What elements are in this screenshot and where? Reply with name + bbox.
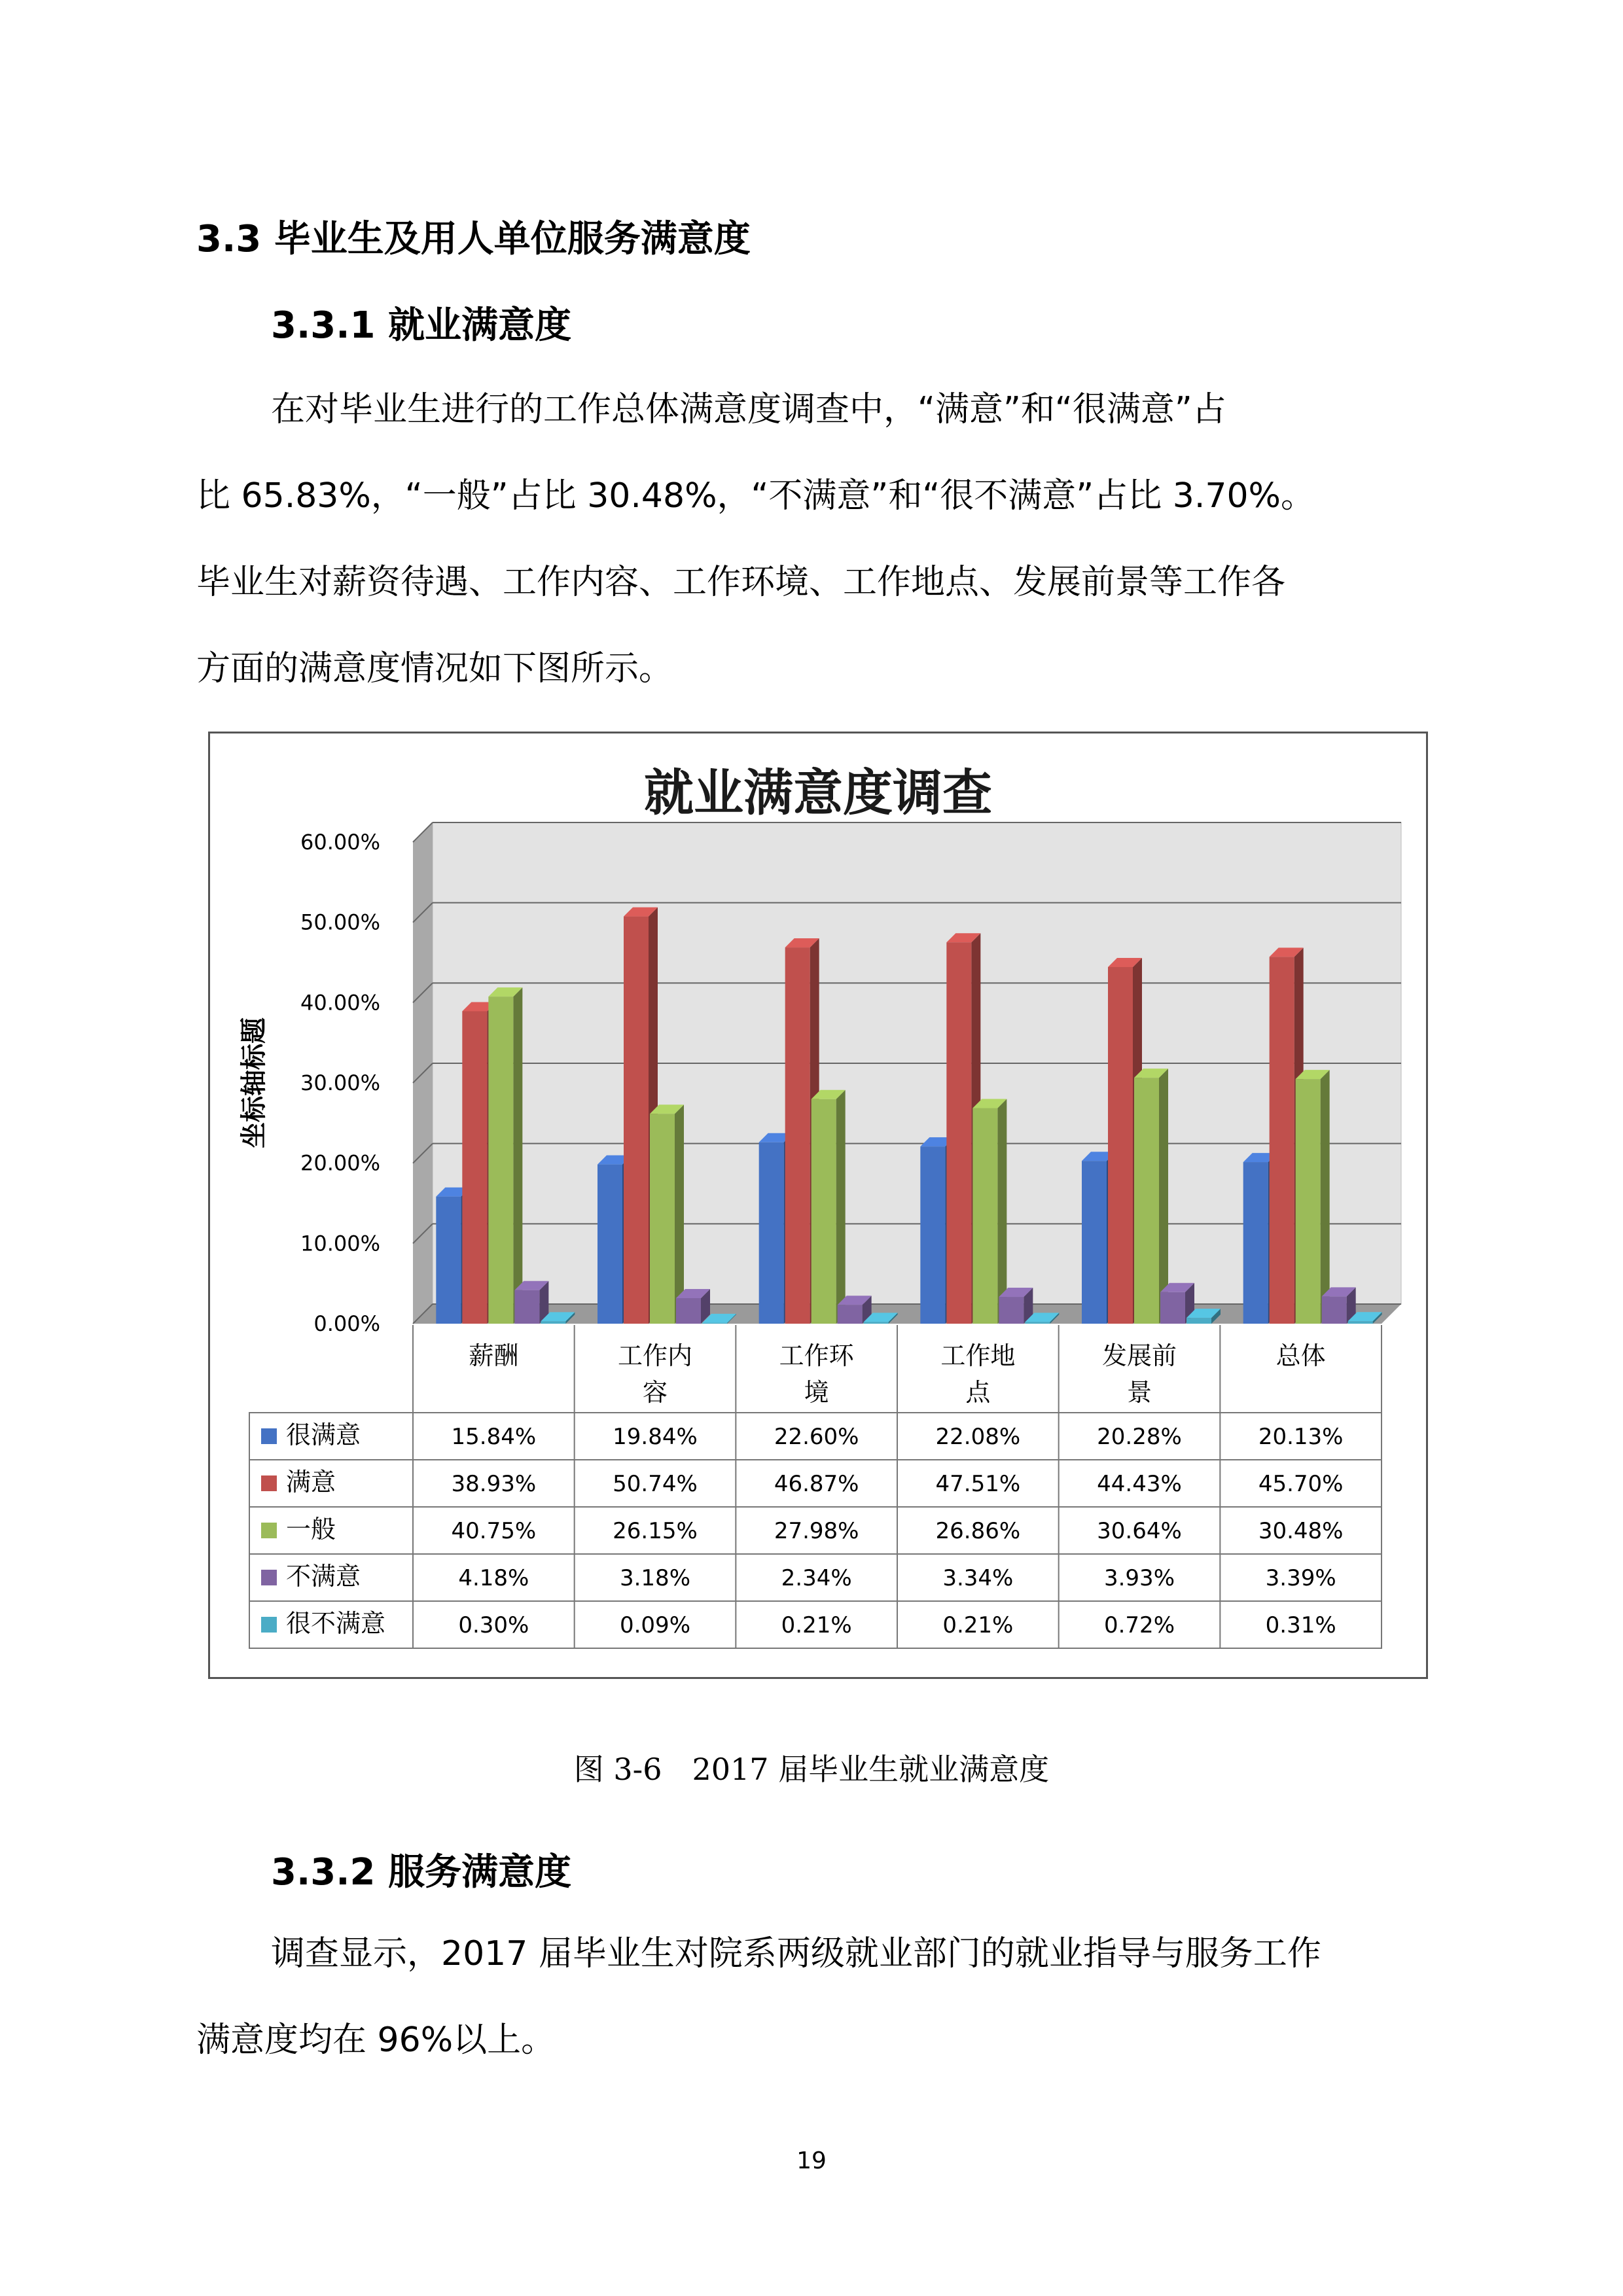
bar-不满意-1 — [676, 1289, 710, 1324]
legend-swatch — [261, 1428, 277, 1444]
bar-front — [624, 917, 649, 1324]
subsection-heading-employment: 3.3.1 就业满意度 — [271, 304, 571, 347]
data-label: 0.31% — [1265, 1612, 1336, 1638]
bar-front — [999, 1297, 1024, 1324]
bar-front — [462, 1011, 487, 1324]
x-category-label: 总体 — [1275, 1341, 1326, 1370]
data-label: 3.18% — [619, 1565, 691, 1591]
data-label: 20.28% — [1097, 1424, 1182, 1450]
data-label: 0.30% — [458, 1612, 529, 1638]
data-label: 44.43% — [1097, 1471, 1182, 1497]
bar-front — [541, 1321, 565, 1324]
data-label: 19.84% — [613, 1424, 698, 1450]
data-label: 4.18% — [458, 1565, 529, 1591]
bar-一般-0 — [488, 987, 522, 1324]
x-category-label: 境 — [804, 1378, 829, 1407]
legend-label: 很满意 — [286, 1421, 361, 1449]
bar-front — [1322, 1296, 1347, 1324]
data-label: 27.98% — [774, 1518, 859, 1544]
bar-side — [997, 1099, 1007, 1324]
bar-side — [1321, 1070, 1330, 1324]
bar-一般-5 — [1296, 1070, 1330, 1324]
data-label: 22.60% — [774, 1424, 859, 1450]
data-label: 22.08% — [935, 1424, 1021, 1450]
x-category-label: 景 — [1126, 1378, 1152, 1407]
bar-一般-3 — [972, 1099, 1007, 1324]
bar-chart — [210, 733, 1426, 1677]
bar-front — [702, 1323, 727, 1324]
bar-front — [759, 1142, 784, 1324]
y-tick-label: 10.00% — [300, 1231, 380, 1256]
y-tick-label: 0.00% — [313, 1311, 380, 1336]
y-tick-label: 20.00% — [300, 1150, 380, 1176]
bar-front — [1243, 1162, 1268, 1324]
legend-swatch — [261, 1570, 277, 1585]
data-label: 0.72% — [1103, 1612, 1175, 1638]
data-label: 30.64% — [1097, 1518, 1182, 1544]
bar-一般-4 — [1134, 1069, 1168, 1324]
data-label: 2.34% — [781, 1565, 852, 1591]
legend-swatch — [261, 1617, 277, 1633]
paragraph-line: 比 65.83%，“一般”占比 30.48%，“不满意”和“很不满意”占比 3.70%。 — [196, 476, 1315, 516]
bar-front — [1186, 1318, 1211, 1324]
data-label: 3.93% — [1103, 1565, 1175, 1591]
bar-side — [675, 1104, 684, 1324]
bar-front — [1348, 1321, 1373, 1324]
data-label: 40.75% — [451, 1518, 537, 1544]
bar-front — [1296, 1079, 1321, 1324]
bar-front — [1270, 957, 1294, 1324]
section-heading: 3.3 毕业生及用人单位服务满意度 — [196, 218, 751, 260]
paragraph-line: 调查显示，2017 届毕业生对院系两级就业部门的就业指导与服务工作 — [271, 1934, 1321, 1973]
data-label: 50.74% — [613, 1471, 698, 1497]
x-category-label: 工作地 — [940, 1341, 1016, 1370]
paragraph-line: 满意度均在 96%以上。 — [196, 2021, 556, 2060]
bar-不满意-5 — [1322, 1287, 1356, 1324]
data-label: 26.86% — [935, 1518, 1021, 1544]
bar-front — [676, 1298, 701, 1324]
bar-front — [1134, 1078, 1159, 1324]
legend-label: 满意 — [286, 1468, 336, 1496]
y-tick-label: 40.00% — [300, 990, 380, 1016]
bar-front — [514, 1290, 539, 1324]
bar-front — [864, 1322, 889, 1324]
x-category-label: 点 — [965, 1378, 991, 1407]
bar-side — [836, 1090, 846, 1324]
legend-label: 一般 — [286, 1515, 336, 1544]
bar-front — [436, 1197, 461, 1324]
subsection-heading-service: 3.3.2 服务满意度 — [271, 1851, 571, 1894]
data-label: 0.21% — [781, 1612, 852, 1638]
legend-swatch — [261, 1475, 277, 1491]
data-label: 15.84% — [451, 1424, 537, 1450]
paragraph-line: 在对毕业生进行的工作总体满意度调查中，“满意”和“很满意”占 — [271, 390, 1226, 429]
bar-front — [1108, 967, 1133, 1324]
x-category-label: 发展前 — [1101, 1341, 1177, 1370]
data-label: 30.48% — [1258, 1518, 1344, 1544]
bar-front — [488, 997, 513, 1324]
data-label: 26.15% — [613, 1518, 698, 1544]
bar-front — [597, 1165, 622, 1324]
y-axis-title: 坐标轴标题 — [239, 1017, 269, 1148]
bar-side — [1159, 1069, 1168, 1324]
paragraph-line: 方面的满意度情况如下图所示。 — [196, 649, 673, 688]
y-tick-label: 50.00% — [300, 910, 380, 935]
paragraph-line: 毕业生对薪资待遇、工作内容、工作环境、工作地点、发展前景等工作各 — [196, 563, 1286, 602]
legend-swatch — [261, 1523, 277, 1538]
bar-front — [812, 1099, 836, 1324]
bar-front — [650, 1114, 675, 1324]
bar-不满意-3 — [999, 1288, 1033, 1324]
x-category-label: 工作内 — [617, 1341, 693, 1370]
data-label: 20.13% — [1258, 1424, 1344, 1450]
bar-front — [785, 947, 810, 1324]
legend-label: 很不满意 — [286, 1609, 386, 1638]
x-category-label: 薪酬 — [469, 1341, 519, 1370]
x-category-label: 工作环 — [779, 1341, 854, 1370]
chart-title: 就业满意度调查 — [644, 764, 992, 822]
bar-front — [1082, 1161, 1107, 1324]
bar-front — [838, 1305, 863, 1324]
figure-caption: 图 3-6 2017 届毕业生就业满意度 — [573, 1752, 1050, 1787]
data-label: 3.39% — [1265, 1565, 1336, 1591]
y-tick-label: 30.00% — [300, 1070, 380, 1095]
chart-container — [208, 732, 1428, 1679]
bar-一般-1 — [650, 1104, 684, 1324]
data-label: 38.93% — [451, 1471, 537, 1497]
page-number: 19 — [796, 2147, 827, 2174]
data-label: 47.51% — [935, 1471, 1021, 1497]
data-label: 45.70% — [1258, 1471, 1344, 1497]
bar-front — [920, 1146, 945, 1324]
x-category-label: 容 — [642, 1378, 668, 1407]
bar-side — [513, 987, 522, 1324]
data-label: 3.34% — [942, 1565, 1014, 1591]
bar-front — [972, 1108, 997, 1324]
bar-front — [1160, 1292, 1185, 1324]
bar-一般-2 — [812, 1090, 846, 1324]
y-tick-label: 60.00% — [300, 830, 380, 855]
bar-不满意-0 — [514, 1281, 548, 1324]
legend-label: 不满意 — [286, 1562, 361, 1591]
data-label: 0.21% — [942, 1612, 1014, 1638]
data-label: 46.87% — [774, 1471, 859, 1497]
bar-front — [1025, 1322, 1050, 1324]
bar-front — [946, 942, 971, 1324]
data-label: 0.09% — [619, 1612, 691, 1638]
